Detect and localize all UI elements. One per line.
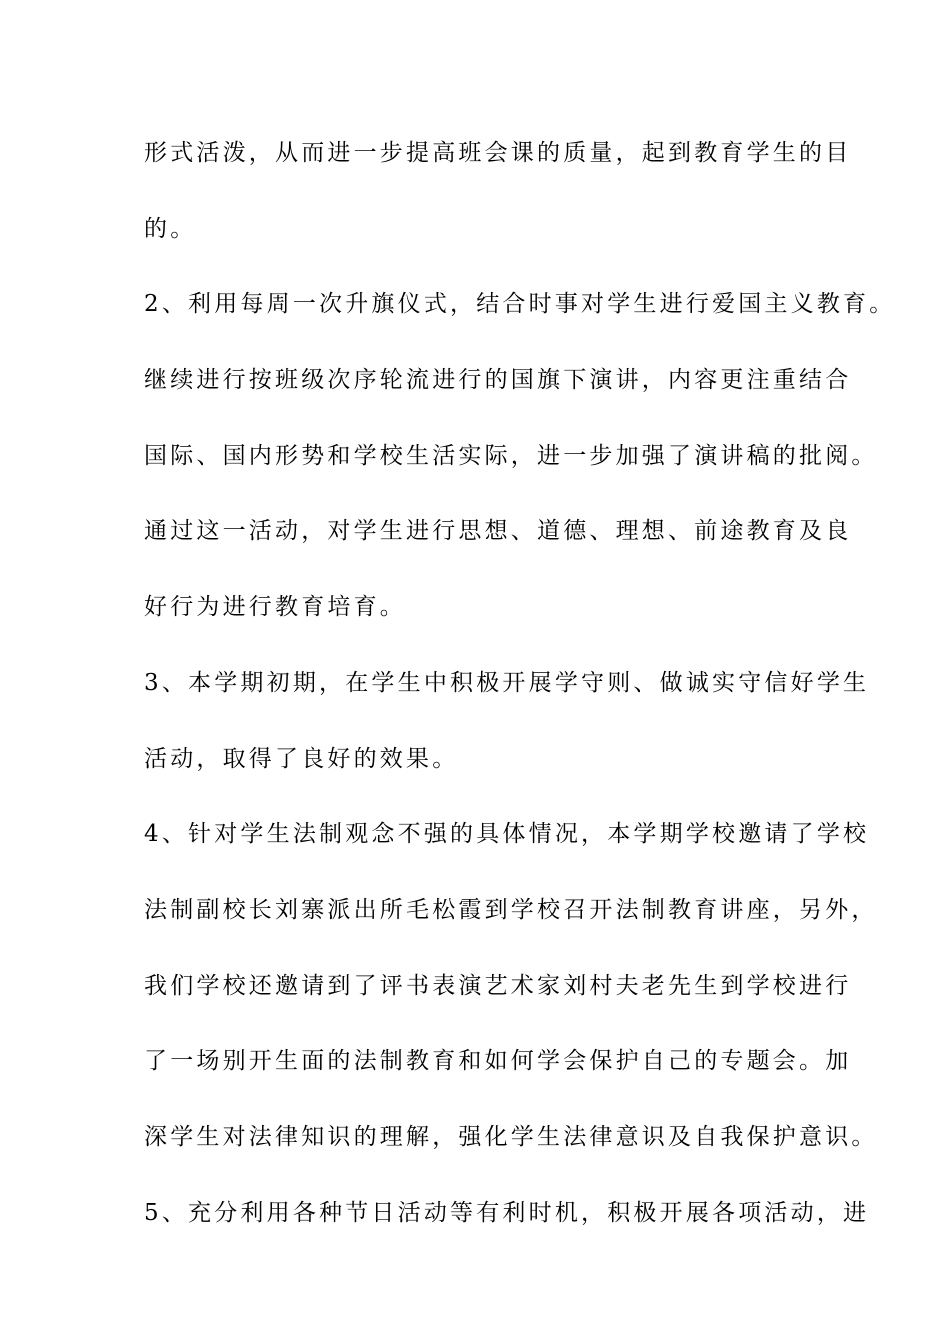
text-line: 通过这一活动，对学生进行思想、道德、理想、前途教育及良 [144,518,852,545]
text-line: 继续进行按班级次序轮流进行的国旗下演讲，内容更注重结合 [144,367,852,394]
text-line: 深学生对法律知识的理解，强化学生法律意识及自我保护意识。 [144,1123,878,1150]
text-line: 了一场别开生面的法制教育和如何学会保护自己的专题会。加 [144,1048,852,1075]
text-line: 4、针对学生法制观念不强的具体情况，本学期学校邀请了学校 [144,821,870,848]
text-line: 5、充分利用各种节日活动等有利时机，积极开展各项活动，进 [144,1199,870,1226]
text-line: 法制副校长刘寨派出所毛松霞到学校召开法制教育讲座，另外， [144,896,878,923]
document-body [144,128,896,1263]
text-line: 好行为进行教育培育。 [144,594,406,621]
text-line: 我们学校还邀请到了评书表演艺术家刘村夫老先生到学校进行 [144,972,852,999]
text-line: 活动，取得了良好的效果。 [144,745,459,772]
text-line: 的。 [144,215,197,242]
text-line: 国际、国内形势和学校生活实际，进一步加强了演讲稿的批阅。 [144,442,878,469]
text-line: 形式活泼，从而进一步提高班会课的质量，起到教育学生的目 [144,140,852,166]
text-line: 2、利用每周一次升旗仪式，结合时事对学生进行爱国主义教育。 [144,291,896,318]
text-line: 3、本学期初期，在学生中积极开展学守则、做诚实守信好学生 [144,669,870,696]
